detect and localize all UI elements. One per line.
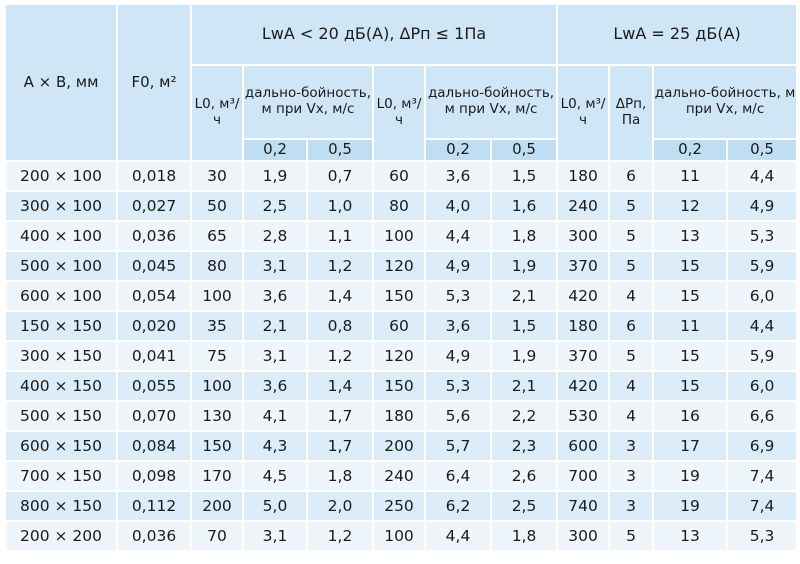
table-cell: 4,9	[425, 341, 491, 371]
table-cell: 3	[609, 461, 653, 491]
table-cell: 1,2	[307, 521, 373, 551]
table-row	[5, 461, 797, 491]
table-cell: 5,3	[425, 281, 491, 311]
table-cell: 300 × 100	[5, 191, 117, 221]
table-cell: 0,018	[117, 161, 191, 191]
table-cell: 150	[373, 281, 425, 311]
table-cell: 17	[653, 431, 727, 461]
table-cell: 1,0	[307, 191, 373, 221]
table-cell: 0,045	[117, 251, 191, 281]
table-cell: 0,8	[307, 311, 373, 341]
table-row	[5, 161, 797, 191]
table-cell: 4	[609, 371, 653, 401]
table-cell: 60	[373, 311, 425, 341]
table-cell: 0,027	[117, 191, 191, 221]
table-cell: 1,8	[491, 221, 557, 251]
header-velocity-02: 0,2	[653, 139, 727, 161]
table-cell: 5,3	[425, 371, 491, 401]
table-container	[4, 3, 796, 559]
table-cell: 5,3	[727, 521, 797, 551]
table-cell: 1,2	[307, 251, 373, 281]
table-cell: 0,098	[117, 461, 191, 491]
table-cell: 2,1	[491, 371, 557, 401]
table-cell: 3,1	[243, 341, 307, 371]
header-size: А × В, мм	[5, 4, 117, 161]
table-cell: 500 × 150	[5, 401, 117, 431]
table-cell: 6,6	[727, 401, 797, 431]
diffuser-data-table	[4, 3, 798, 552]
table-cell: 3,6	[243, 371, 307, 401]
table-cell: 1,7	[307, 431, 373, 461]
table-cell: 300	[557, 521, 609, 551]
table-cell: 4,4	[425, 521, 491, 551]
table-cell: 5,0	[243, 491, 307, 521]
table-cell: 6	[609, 161, 653, 191]
table-cell: 3,6	[425, 311, 491, 341]
table-row	[5, 401, 797, 431]
table-cell: 2,5	[243, 191, 307, 221]
table-cell: 200	[191, 491, 243, 521]
header-flow-2: L0, м³/ч	[373, 65, 425, 161]
table-cell: 75	[191, 341, 243, 371]
table-cell: 2,0	[307, 491, 373, 521]
table-cell: 180	[557, 161, 609, 191]
table-cell: 1,8	[307, 461, 373, 491]
table-cell: 1,5	[491, 161, 557, 191]
table-row	[5, 311, 797, 341]
table-cell: 19	[653, 461, 727, 491]
table-cell: 0,036	[117, 221, 191, 251]
table-cell: 13	[653, 221, 727, 251]
table-cell: 15	[653, 371, 727, 401]
table-cell: 3,6	[425, 161, 491, 191]
table-cell: 5,7	[425, 431, 491, 461]
table-cell: 250	[373, 491, 425, 521]
table-cell: 1,9	[243, 161, 307, 191]
header-velocity-02: 0,2	[425, 139, 491, 161]
table-cell: 120	[373, 251, 425, 281]
table-cell: 1,9	[491, 251, 557, 281]
table-cell: 3,1	[243, 521, 307, 551]
table-cell: 11	[653, 311, 727, 341]
table-cell: 400 × 150	[5, 371, 117, 401]
table-cell: 2,1	[491, 281, 557, 311]
table-cell: 3,6	[243, 281, 307, 311]
table-cell: 0,084	[117, 431, 191, 461]
table-row	[5, 281, 797, 311]
header-velocity-05: 0,5	[307, 139, 373, 161]
table-cell: 6	[609, 311, 653, 341]
table-cell: 370	[557, 251, 609, 281]
table-cell: 1,1	[307, 221, 373, 251]
table-cell: 2,6	[491, 461, 557, 491]
table-cell: 300 × 150	[5, 341, 117, 371]
table-cell: 600	[557, 431, 609, 461]
table-cell: 3,1	[243, 251, 307, 281]
table-cell: 6,4	[425, 461, 491, 491]
table-cell: 530	[557, 401, 609, 431]
table-cell: 11	[653, 161, 727, 191]
table-cell: 1,4	[307, 281, 373, 311]
header-group-25db: LwA = 25 дБ(А)	[557, 4, 797, 65]
table-cell: 1,6	[491, 191, 557, 221]
table-cell: 7,4	[727, 461, 797, 491]
table-cell: 12	[653, 191, 727, 221]
table-cell: 6,0	[727, 281, 797, 311]
table-cell: 5,3	[727, 221, 797, 251]
table-cell: 4,4	[727, 161, 797, 191]
table-cell: 370	[557, 341, 609, 371]
table-cell: 65	[191, 221, 243, 251]
table-cell: 4,9	[727, 191, 797, 221]
table-cell: 4	[609, 401, 653, 431]
table-cell: 1,9	[491, 341, 557, 371]
table-cell: 1,2	[307, 341, 373, 371]
table-cell: 80	[373, 191, 425, 221]
header-range-1: дально-бойность, м при Vx, м/с	[243, 65, 373, 139]
table-cell: 500 × 100	[5, 251, 117, 281]
table-cell: 240	[557, 191, 609, 221]
table-cell: 2,2	[491, 401, 557, 431]
table-row	[5, 491, 797, 521]
table-cell: 6,2	[425, 491, 491, 521]
table-cell: 150	[191, 431, 243, 461]
table-cell: 2,3	[491, 431, 557, 461]
table-cell: 180	[557, 311, 609, 341]
table-cell: 30	[191, 161, 243, 191]
header-range-2: дально-бойность, м при Vx, м/с	[425, 65, 557, 139]
table-cell: 400 × 100	[5, 221, 117, 251]
table-cell: 5	[609, 251, 653, 281]
table-cell: 5,6	[425, 401, 491, 431]
table-row	[5, 221, 797, 251]
table-cell: 0,054	[117, 281, 191, 311]
header-velocity-05: 0,5	[491, 139, 557, 161]
table-cell: 4	[609, 281, 653, 311]
table-row	[5, 251, 797, 281]
table-cell: 19	[653, 491, 727, 521]
table-cell: 800 × 150	[5, 491, 117, 521]
table-cell: 740	[557, 491, 609, 521]
table-cell: 200 × 200	[5, 521, 117, 551]
table-cell: 5	[609, 521, 653, 551]
table-cell: 600 × 100	[5, 281, 117, 311]
table-row	[5, 371, 797, 401]
table-cell: 1,4	[307, 371, 373, 401]
table-cell: 130	[191, 401, 243, 431]
table-cell: 6,9	[727, 431, 797, 461]
table-cell: 50	[191, 191, 243, 221]
table-cell: 1,5	[491, 311, 557, 341]
table-cell: 200	[373, 431, 425, 461]
table-cell: 0,7	[307, 161, 373, 191]
table-cell: 240	[373, 461, 425, 491]
table-cell: 13	[653, 521, 727, 551]
table-cell: 4,4	[425, 221, 491, 251]
table-cell: 5	[609, 191, 653, 221]
header-area: F0, м²	[117, 4, 191, 161]
table-cell: 0,112	[117, 491, 191, 521]
table-cell: 0,020	[117, 311, 191, 341]
header-pressure: ΔPп, Па	[609, 65, 653, 161]
header-velocity-02: 0,2	[243, 139, 307, 161]
table-cell: 100	[191, 281, 243, 311]
table-cell: 5,9	[727, 251, 797, 281]
table-cell: 7,4	[727, 491, 797, 521]
header-range-3: дально-бойность, м при Vx, м/с	[653, 65, 797, 139]
table-cell: 150	[373, 371, 425, 401]
table-cell: 4,3	[243, 431, 307, 461]
table-cell: 5,9	[727, 341, 797, 371]
header-group-quiet: LwA < 20 дБ(А), ΔPп ≤ 1Па	[191, 4, 557, 65]
table-cell: 600 × 150	[5, 431, 117, 461]
header-velocity-05: 0,5	[727, 139, 797, 161]
table-cell: 100	[191, 371, 243, 401]
table-cell: 60	[373, 161, 425, 191]
table-cell: 16	[653, 401, 727, 431]
table-cell: 0,055	[117, 371, 191, 401]
table-cell: 0,070	[117, 401, 191, 431]
table-cell: 4,9	[425, 251, 491, 281]
table-cell: 3	[609, 491, 653, 521]
table-cell: 35	[191, 311, 243, 341]
table-cell: 6,0	[727, 371, 797, 401]
table-cell: 5	[609, 341, 653, 371]
table-cell: 420	[557, 371, 609, 401]
table-cell: 15	[653, 251, 727, 281]
table-cell: 4,0	[425, 191, 491, 221]
table-cell: 200 × 100	[5, 161, 117, 191]
table-cell: 0,036	[117, 521, 191, 551]
table-cell: 2,5	[491, 491, 557, 521]
table-row	[5, 521, 797, 551]
table-cell: 70	[191, 521, 243, 551]
table-cell: 700 × 150	[5, 461, 117, 491]
table-cell: 5	[609, 221, 653, 251]
table-cell: 1,7	[307, 401, 373, 431]
table-cell: 2,1	[243, 311, 307, 341]
table-row	[5, 341, 797, 371]
table-cell: 300	[557, 221, 609, 251]
header-flow-1: L0, м³/ч	[191, 65, 243, 161]
table-cell: 100	[373, 521, 425, 551]
table-cell: 0,041	[117, 341, 191, 371]
table-cell: 15	[653, 341, 727, 371]
table-cell: 4,4	[727, 311, 797, 341]
table-cell: 1,8	[491, 521, 557, 551]
table-row	[5, 191, 797, 221]
table-cell: 2,8	[243, 221, 307, 251]
table-cell: 3	[609, 431, 653, 461]
table-cell: 420	[557, 281, 609, 311]
table-cell: 4,1	[243, 401, 307, 431]
table-cell: 180	[373, 401, 425, 431]
table-cell: 700	[557, 461, 609, 491]
table-cell: 4,5	[243, 461, 307, 491]
table-body	[5, 161, 797, 551]
table-cell: 150 × 150	[5, 311, 117, 341]
header-flow-3: L0, м³/ч	[557, 65, 609, 161]
table-cell: 100	[373, 221, 425, 251]
table-cell: 170	[191, 461, 243, 491]
table-row	[5, 431, 797, 461]
table-cell: 15	[653, 281, 727, 311]
table-cell: 80	[191, 251, 243, 281]
table-cell: 120	[373, 341, 425, 371]
